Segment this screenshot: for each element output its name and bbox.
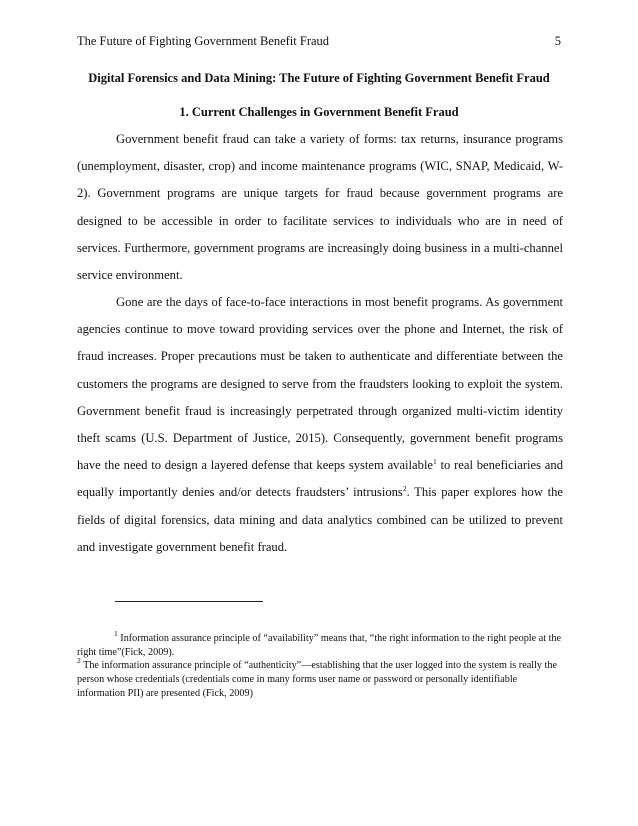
footnote-2 — [77, 656, 565, 700]
footnote-ref-1: 1 — [433, 457, 437, 467]
footnote-1-text: Information assurance principle of “availability” means that, “the right information to the right people at the right time”(Fick, 2009). — [77, 633, 562, 658]
paragraph-1: Government benefit fraud can take a variety of forms: tax returns, insurance programs (unemployment, disaster, crop) and income maintenance programs (WIC, SNAP, Medicaid, W-2). Government programs are unique targets for fraud because government programs are designed to be accessible in order to facilitate services to individuals who are in need of services. Furthermore, government programs are increasingly doing business in a multi-channel service environment. — [77, 132, 563, 283]
paragraph-2-text-b: to real beneficiaries and equally importantly denies and/or detects fraudsters’ intrusions — [77, 458, 563, 500]
running-title: The Future of Fighting Government Benefit Fraud — [77, 34, 330, 48]
footnote-2-mark: 2 — [77, 656, 81, 665]
section-heading: 1. Current Challenges in Government Benefit Fraud — [179, 105, 459, 119]
paragraph-2-text-c: . This paper explores how the fields of digital forensics, data mining and data analytics combined can be utilized to prevent and investigate government benefit fraud. — [77, 485, 563, 554]
paragraph-2-text-a: Gone are the days of face-to-face interactions in most benefit programs. As government agencies continue to move toward providing services over the phone and Internet, the risk of fraud increases. Proper precautions must be taken to authenticate and differentiate between the customers the programs are designed to serve from the fraudsters looking to exploit the system. Government benefit fraud is increasingly perpetrated through organized multi-victim identity theft scams (U.S. Department of Justice, 2015). Consequently, government benefit programs have the need to design a layered defense that keeps system available — [77, 295, 563, 473]
paragraph-2 — [77, 289, 563, 561]
footnote-1 — [77, 629, 565, 660]
document-title: Digital Forensics and Data Mining: The Future of Fighting Government Benefit Fraud — [88, 71, 550, 85]
footnote-2-text: The information assurance principle of “authenticity”—establishing that the user logged into the system is really the person whose credentials (credentials come in many forms user name or password or personally identifiable information PII) are presented (Fick, 2009) — [77, 660, 557, 699]
footnote-ref-2: 2 — [402, 484, 407, 494]
footnote-1-mark: 1 — [114, 629, 118, 638]
page-number: 5 — [554, 34, 561, 48]
footnote-separator — [115, 601, 263, 602]
